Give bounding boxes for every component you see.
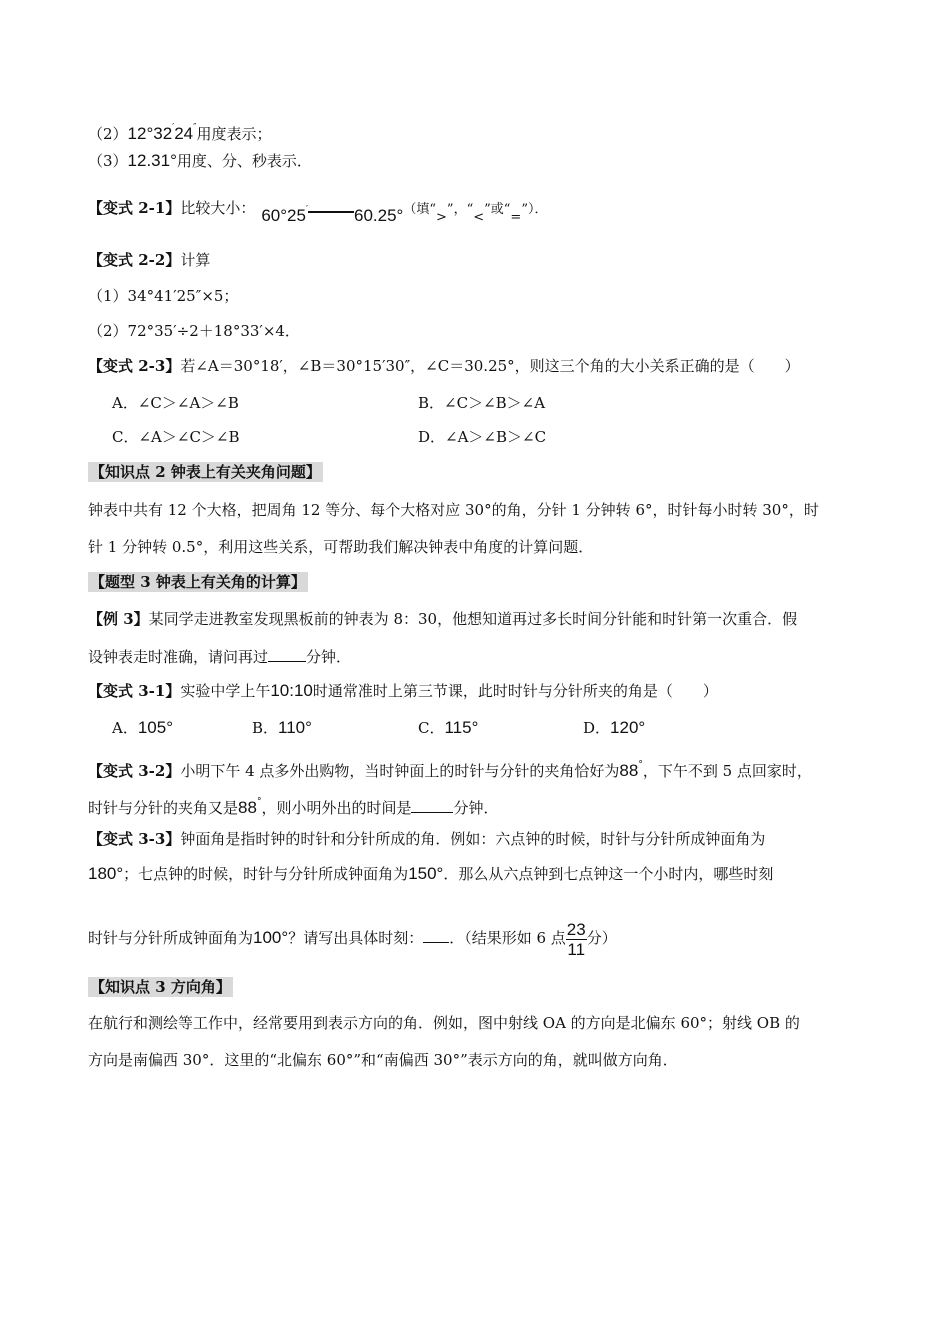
example-tag: 【例 3】 (88, 610, 149, 628)
calc-item-1: （1）34°41′25″×5； (88, 287, 239, 305)
degree-mark: ° (256, 797, 262, 807)
time-expression: 10:10 (270, 681, 313, 700)
variant-3-3-line-2 (88, 864, 773, 884)
angle-expression: 60.25° (354, 206, 404, 225)
question-text: 若∠A＝30°18′，∠B＝30°15′30″，∠C＝30.25°，则这三个角的大小关系正确的是（ ） (180, 357, 800, 375)
question-text: 分钟． (306, 648, 352, 666)
angle-expression: 12°32 (127, 124, 173, 143)
angle-value: 180° (88, 864, 124, 883)
example-3-line-1 (88, 609, 797, 629)
variant-3-3-line-1 (88, 829, 765, 849)
option-b[interactable] (252, 718, 312, 738)
answer-blank[interactable] (423, 927, 449, 943)
fill-hint: ”或“ (484, 202, 511, 217)
variant-3-1 (88, 681, 718, 701)
option-letter: D． (583, 719, 611, 737)
answer-blank[interactable] (305, 201, 354, 215)
variant-3-2-line-2 (88, 792, 498, 818)
question-text: 实验中学上午 (180, 682, 271, 700)
variant-2-3 (88, 356, 800, 376)
calc-item-2: （2）72°35′÷2＋18°33′×4． (88, 322, 300, 340)
less-than-symbol: < (473, 210, 485, 225)
fill-hint: （填“ (403, 202, 437, 217)
knowledge-point-2-header: 【知识点 2 钟表上有关夹角问题】 (90, 463, 321, 481)
variant-2-2 (88, 250, 210, 270)
item-text: 用度表示； (196, 125, 272, 143)
option-letter: A． (112, 719, 138, 737)
variant-tag: 【变式 3-1】 (88, 682, 181, 700)
question-text: 时针与分针所成钟面角为 (88, 929, 254, 947)
angle-value: 88 (238, 798, 257, 817)
question-text: ？请写出具体时刻： (288, 929, 424, 947)
item-number: （2） (88, 125, 128, 143)
knowledge-point-3-text-1: 在航行和测绘等工作中，经常要用到表示方向的角．例如，图中射线 OA 的方向是北偏东 60°；射线 OB 的 (88, 1014, 800, 1032)
minute-mark: ′ (305, 205, 309, 215)
ex2-item3 (88, 151, 312, 171)
item-number: （3） (88, 152, 128, 170)
variant-tag: 【变式 2-1】 (88, 199, 181, 217)
knowledge-point-2-text-2: 针 1 分钟转 0.5°，利用这些关系，可帮助我们解决钟表中角度的计算问题． (88, 538, 594, 556)
item-text: 用度、分、秒表示． (176, 152, 312, 170)
option-b[interactable]: B．∠C＞∠B＞∠A (418, 394, 546, 412)
option-value: 115° (444, 718, 479, 737)
question-text: 比较大小： (180, 199, 256, 217)
question-text: 设钟表走时准确，请问再过 (88, 648, 269, 666)
variant-tag: 【变式 3-3】 (88, 830, 181, 848)
minute-mark: ′ (172, 123, 175, 133)
variant-tag: 【变式 3-2】 (88, 762, 181, 780)
greater-than-symbol: > (436, 210, 447, 225)
knowledge-point-2-text-1: 钟表中共有 12 个大格，把周角 12 等分、每个大格对应 30°的角，分针 1 分钟转 6°，时针每小时转 30°，时 (88, 501, 819, 519)
question-text: ；七点钟的时候，时针与分针所成钟面角为 (123, 865, 409, 883)
variant-3-3-line-3 (88, 918, 617, 959)
question-text: 时针与分针的夹角又是 (88, 799, 239, 817)
second-mark: ″ (193, 123, 197, 133)
question-type-3-header: 【题型 3 钟表上有关角的计算】 (90, 573, 306, 591)
option-value: 120° (610, 718, 646, 737)
knowledge-point-3-header: 【知识点 3 方向角】 (90, 978, 231, 996)
option-d[interactable] (583, 718, 645, 738)
question-text: 分钟． (453, 799, 499, 817)
fill-hint: ”，“ (446, 202, 474, 217)
knowledge-point-3-text-2: 方向是南偏西 30°．这里的“北偏东 60°”和“南偏西 30°”表示方向的角，就叫做方向角． (88, 1051, 678, 1069)
option-a[interactable]: A．∠C＞∠A＞∠B (112, 394, 239, 412)
angle-expression: 12.31° (127, 151, 177, 170)
angle-value: 88 (619, 761, 639, 780)
variant-3-2-line-1 (88, 755, 812, 781)
angle-value: 150° (408, 864, 444, 883)
question-text: ．（结果形如 6 点 (449, 929, 566, 947)
equals-symbol: = (510, 210, 522, 225)
variant-2-1 (88, 192, 547, 228)
question-text: 钟面角是指时钟的时针和分针所成的角．例如：六点钟的时候，时针与分针所成钟面角为 (180, 830, 766, 848)
option-value: 105° (137, 718, 174, 737)
example-3-line-2 (88, 646, 351, 667)
option-a[interactable] (112, 718, 173, 738)
fraction-numerator: 23 (566, 919, 586, 939)
question-text: ．那么从六点钟到七点钟这一个小时内，哪些时刻 (443, 865, 774, 883)
fraction (566, 920, 587, 959)
angle-expression-seconds: 24 (174, 124, 194, 143)
angle-value: 100° (253, 928, 289, 947)
answer-blank[interactable] (268, 646, 306, 662)
ex2-item2 (88, 118, 272, 144)
option-letter: B． (252, 719, 279, 737)
variant-tag: 【变式 2-3】 (88, 357, 181, 375)
option-letter: C． (418, 719, 445, 737)
question-text: 时通常准时上第三节课，此时时针与分针所夹的角是（ ） (312, 682, 718, 700)
option-c[interactable] (418, 718, 478, 738)
option-d[interactable]: D．∠A＞∠B＞∠C (418, 428, 547, 446)
option-c[interactable]: C．∠A＞∠C＞∠B (112, 428, 240, 446)
question-text: 某同学走进教室发现黑板前的钟表为 8：30，他想知道再过多长时间分针能和时针第一次重合．假 (148, 610, 798, 628)
variant-tag: 【变式 2-2】 (88, 251, 181, 269)
fraction-denominator: 11 (567, 939, 586, 959)
angle-expression: 60°25 (261, 206, 306, 225)
option-value: 110° (278, 718, 312, 737)
question-text: 计算 (180, 251, 211, 269)
question-text: 分） (586, 929, 617, 947)
question-text: ，下午不到 5 点回家时， (642, 762, 812, 780)
question-text: ，则小明外出的时间是 (261, 799, 412, 817)
answer-blank[interactable] (411, 797, 453, 813)
fill-hint: ”）． (521, 202, 548, 217)
question-text: 小明下午 4 点多外出购物，当时钟面上的时针与分针的夹角恰好为 (180, 762, 620, 780)
degree-mark: ° (638, 760, 643, 770)
